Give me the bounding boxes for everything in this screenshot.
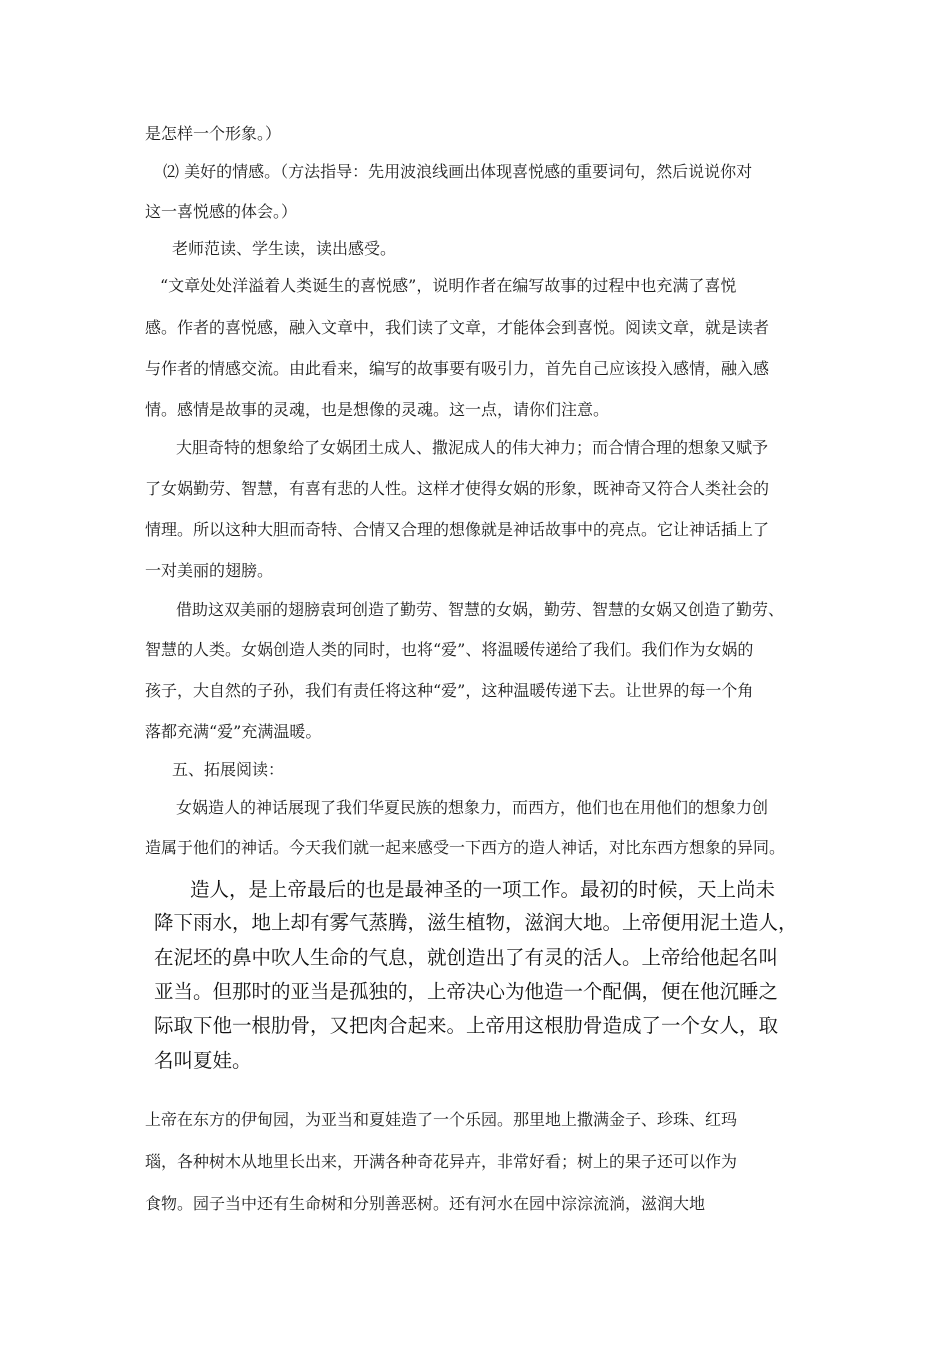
text-line: 造属于他们的神话。今天我们就一起来感受一下西方的造人神话，对比东西方想象的异同。 — [145, 838, 786, 857]
excerpt-line: 亚当。但那时的亚当是孤独的，上帝决心为他造一个配偶，便在他沉睡之 — [154, 980, 779, 1003]
excerpt-line: 际取下他一根肋骨，又把肉合起来。上帝用这根肋骨造成了一个女人，取 — [154, 1014, 779, 1037]
text-line: 是怎样一个形象。） — [145, 124, 282, 143]
text-line: 借助这双美丽的翅膀袁珂创造了勤劳、智慧的女娲，勤劳、智慧的女娲又创造了勤劳、 — [176, 600, 785, 619]
text-line: 瑙，各种树木从地里长出来，开满各种奇花异卉，非常好看；树上的果子还可以作为 — [145, 1152, 738, 1171]
text-line: 这一喜悦感的体会。） — [145, 202, 298, 221]
text-line: 上帝在东方的伊甸园，为亚当和夏娃造了一个乐园。那里地上撒满金子、珍珠、红玛 — [145, 1110, 738, 1129]
excerpt-line: 造人，是上帝最后的也是最神圣的一项工作。最初的时候，天上尚未 — [190, 878, 776, 901]
text-line: ⑵ 美好的情感。（方法指导：先用波浪线画出体现喜悦感的重要词句，然后说说你对 — [163, 162, 753, 181]
text-line: 食物。园子当中还有生命树和分别善恶树。还有河水在园中淙淙流淌，滋润大地 — [145, 1194, 706, 1213]
excerpt-line: 在泥坯的鼻中吹人生命的气息，就创造出了有灵的活人。上帝给他起名叫 — [154, 946, 779, 969]
text-line: 大胆奇特的想象给了女娲团土成人、撒泥成人的伟大神力；而合情合理的想象又赋予 — [176, 438, 769, 457]
text-line: 女娲造人的神话展现了我们华夏民族的想象力，而西方，他们也在用他们的想象力创 — [176, 798, 769, 817]
text-line: “文章处处洋溢着人类诞生的喜悦感”，说明作者在编写故事的过程中也充满了喜悦 — [160, 276, 737, 295]
text-line: 与作者的情感交流。由此看来，编写的故事要有吸引力，首先自己应该投入感情，融入感 — [145, 359, 770, 378]
text-line: 老师范读、学生读，读出感受。 — [172, 239, 397, 258]
text-line: 了女娲勤劳、智慧，有喜有悲的人性。这样才使得女娲的形象，既神奇又符合人类社会的 — [145, 479, 770, 498]
text-line: 情。感情是故事的灵魂，也是想像的灵魂。这一点，请你们注意。 — [145, 400, 610, 419]
text-line: 孩子，大自然的子孙，我们有责任将这种“爱”，这种温暖传递下去。让世界的每一个角 — [145, 681, 754, 700]
text-line: 感。作者的喜悦感，融入文章中，我们读了文章，才能体会到喜悦。阅读文章，就是读者 — [145, 318, 770, 337]
section-heading: 五、拓展阅读： — [172, 760, 285, 779]
text-line: 落都充满“爱”充满温暖。 — [145, 722, 322, 741]
text-line: 一对美丽的翅膀。 — [145, 561, 274, 580]
excerpt-line: 名叫夏娃。 — [154, 1049, 252, 1072]
text-line: 智慧的人类。女娲创造人类的同时，也将“爱”、将温暖传递给了我们。我们作为女娲的 — [145, 640, 754, 659]
text-line: 情理。所以这种大胆而奇特、合情又合理的想像就是神话故事中的亮点。它让神话插上了 — [145, 520, 770, 539]
excerpt-line: 降下雨水，地上却有雾气蒸腾，滋生植物，滋润大地。上帝便用泥土造人， — [154, 911, 798, 934]
